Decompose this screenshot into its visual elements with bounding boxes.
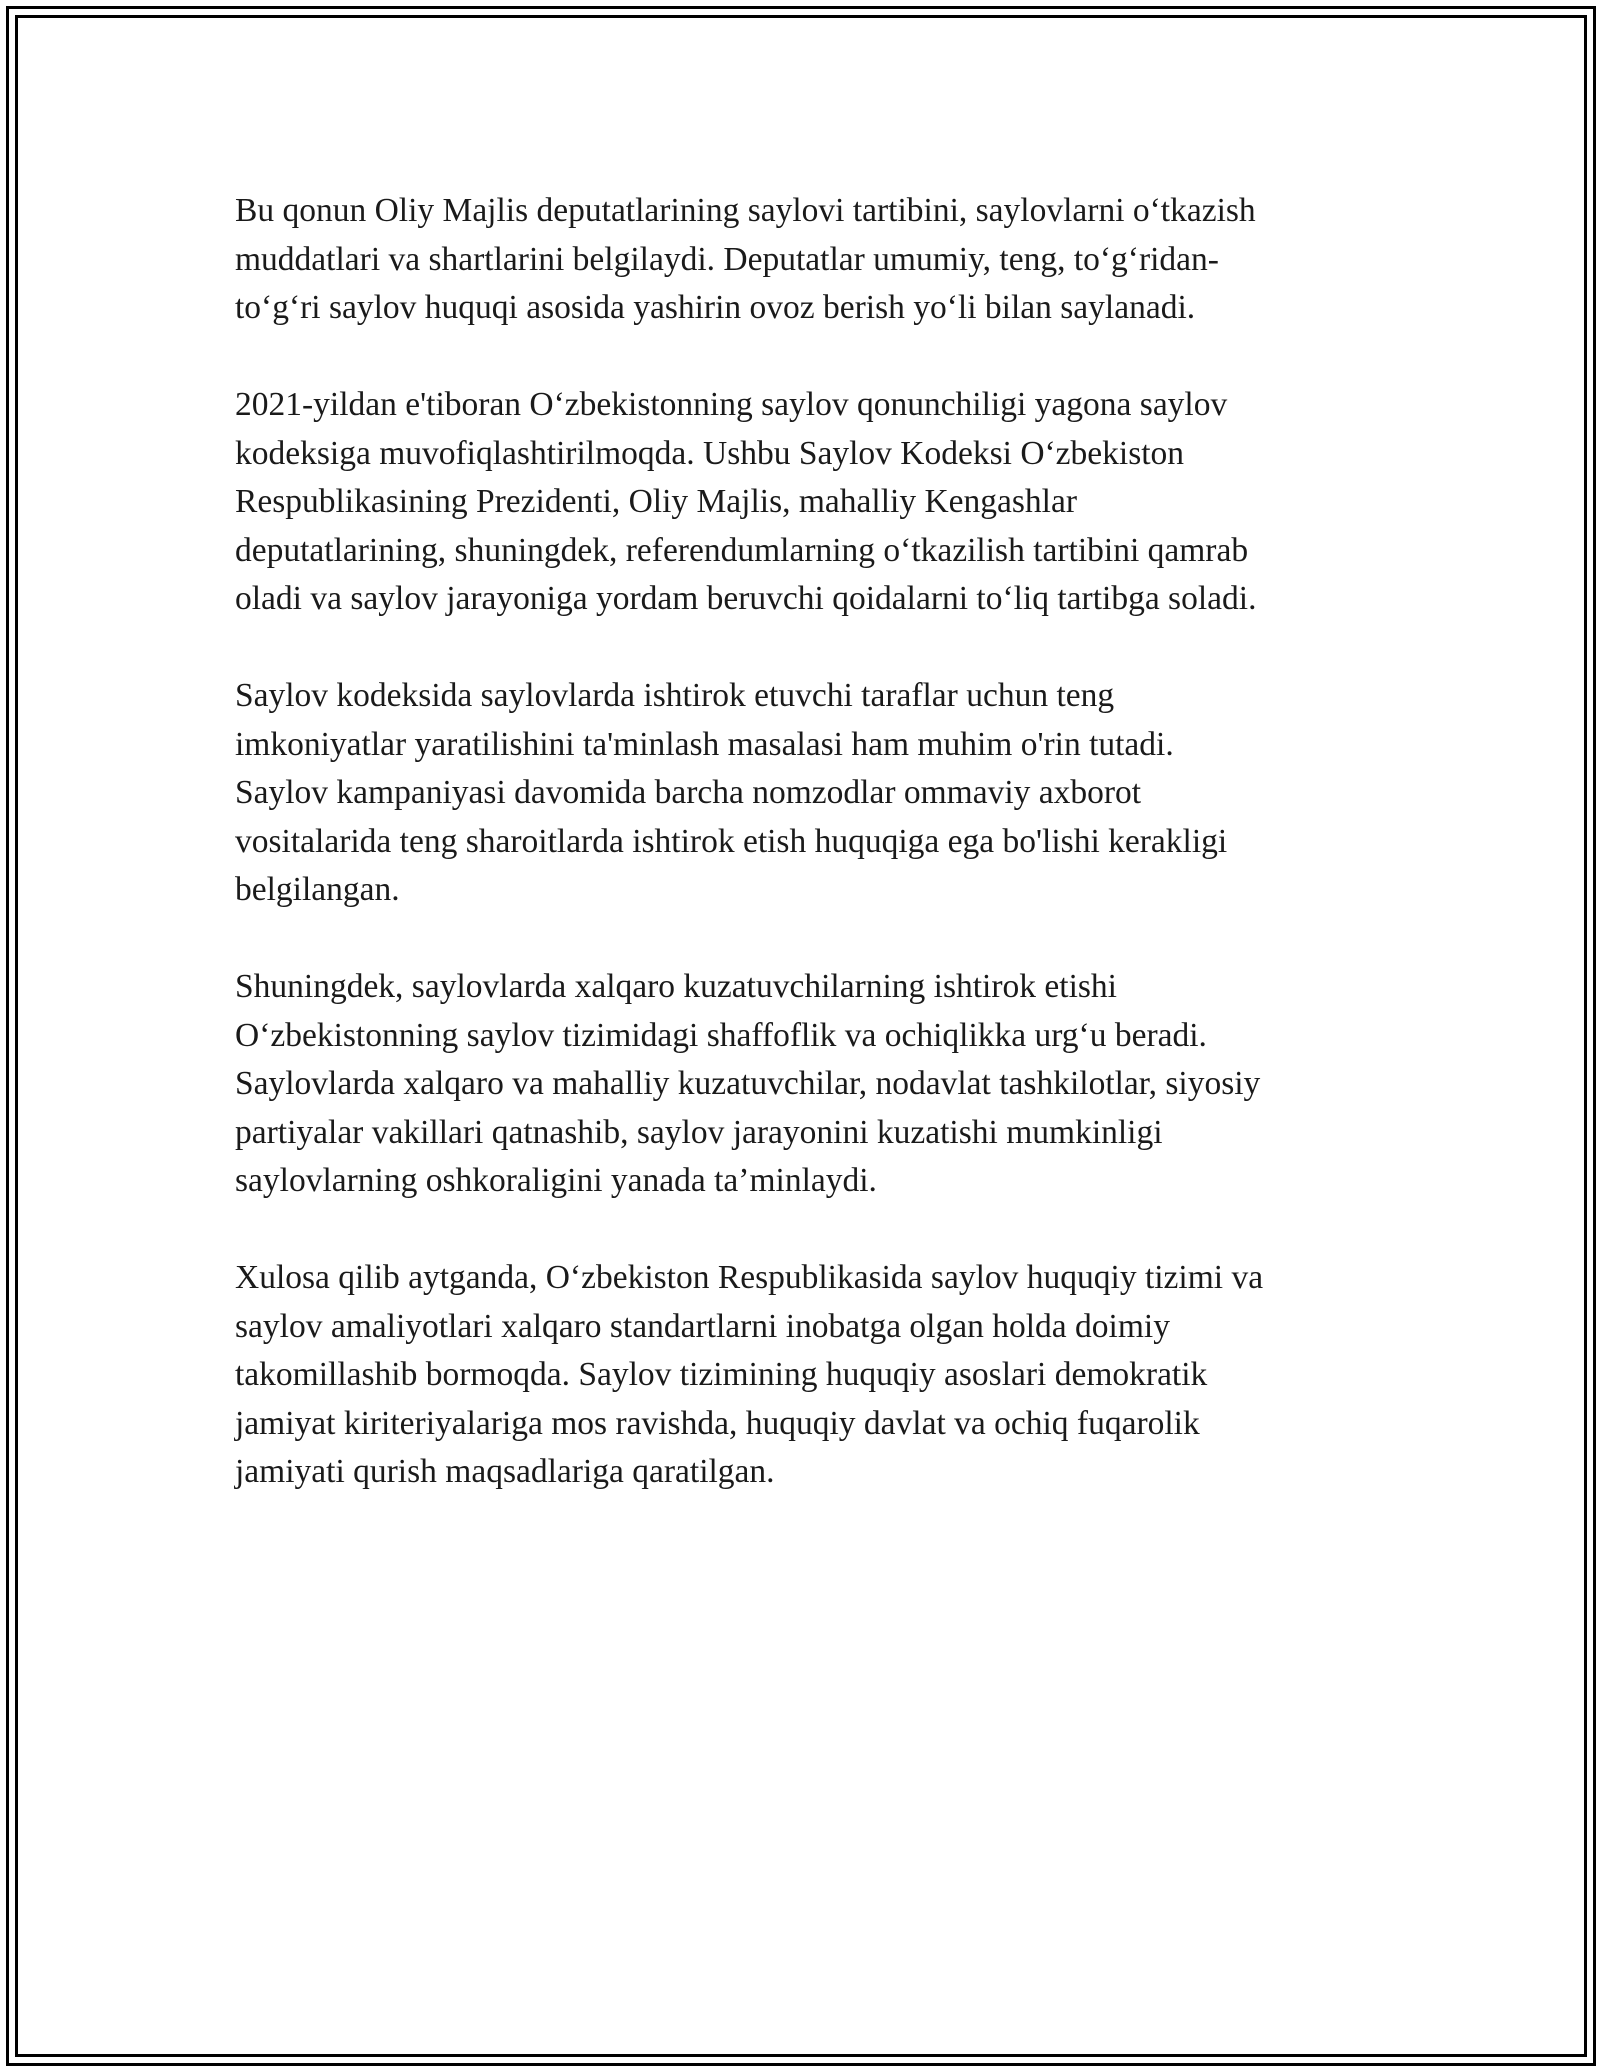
paragraph-3 (235, 672, 1375, 915)
paragraph-5 (235, 1254, 1375, 1497)
text-line: Saylov kampaniyasi davomida barcha nomzodlar ommaviy axborot (235, 774, 1142, 811)
document-body (235, 187, 1375, 1545)
text-line: vositalarida teng sharoitlarda ishtirok etish huquqiga ega bo'lishi kerakligi (235, 822, 1228, 860)
text-line: jamiyati qurish maqsadlariga qaratilgan. (235, 1453, 775, 1490)
paragraph-1 (235, 187, 1375, 333)
text-line: O‘zbekistonning saylov tizimidagi shaffoflik va ochiqlikka urg‘u beradi. (235, 1016, 1207, 1054)
text-line: imkoniyatlar yaratilishini ta'minlash masalasi ham muhim o'rin tutadi. (235, 725, 1174, 763)
text-line: 2021-yildan e'tiboran O‘zbekistonning saylov qonunchiligi yagona saylov (235, 386, 1228, 423)
text-line: partiyalar vakillari qatnashib, saylov jarayonini kuzatishi mumkinligi (235, 1113, 1163, 1151)
text-line: muddatlari va shartlarini belgilaydi. Deputatlar umumiy, teng, to‘g‘ridan- (235, 240, 1219, 278)
text-line: saylovlarning oshkoraligini yanada ta’minlaydi. (235, 1162, 877, 1199)
paragraph-4 (235, 963, 1375, 1206)
text-line: to‘g‘ri saylov huquqi asosida yashirin ovoz berish yo‘li bilan saylanadi. (235, 289, 1196, 326)
text-line: deputatlarining, shuningdek, referendumlarning o‘tkazilish tartibini qamrab (235, 531, 1249, 569)
text-line: takomillashib bormoqda. Saylov tizimining huquqiy asoslari demokratik (235, 1356, 1208, 1393)
text-line: Xulosa qilib aytganda, O‘zbekiston Respublikasida saylov huquqiy tizimi va (235, 1259, 1264, 1296)
paragraph-2 (235, 381, 1375, 624)
text-line: Respublikasining Prezidenti, Oliy Majlis, mahalliy Kengashlar (235, 483, 1078, 520)
text-line: saylov amaliyotlari xalqaro standartlarni inobatga olgan holda doimiy (235, 1307, 1170, 1345)
text-line: Shuningdek, saylovlarda xalqaro kuzatuvchilarning ishtirok etishi (235, 968, 1117, 1005)
text-line: Saylovlarda xalqaro va mahalliy kuzatuvchilar, nodavlat tashkilotlar, siyosiy (235, 1065, 1261, 1102)
text-line: Saylov kodeksida saylovlarda ishtirok etuvchi taraflar uchun teng (235, 677, 1115, 714)
text-line: oladi va saylov jarayoniga yordam beruvchi qoidalarni to‘liq tartibga soladi. (235, 580, 1257, 617)
text-line: belgilangan. (235, 871, 400, 908)
text-line: Bu qonun Oliy Majlis deputatlarining saylovi tartibini, saylovlarni o‘tkazish (235, 192, 1256, 229)
text-line: jamiyat kiriteriyalariga mos ravishda, huquqiy davlat va ochiq fuqarolik (235, 1404, 1200, 1442)
text-line: kodeksiga muvofiqlashtirilmoqda. Ushbu Saylov Kodeksi O‘zbekiston (235, 434, 1185, 472)
